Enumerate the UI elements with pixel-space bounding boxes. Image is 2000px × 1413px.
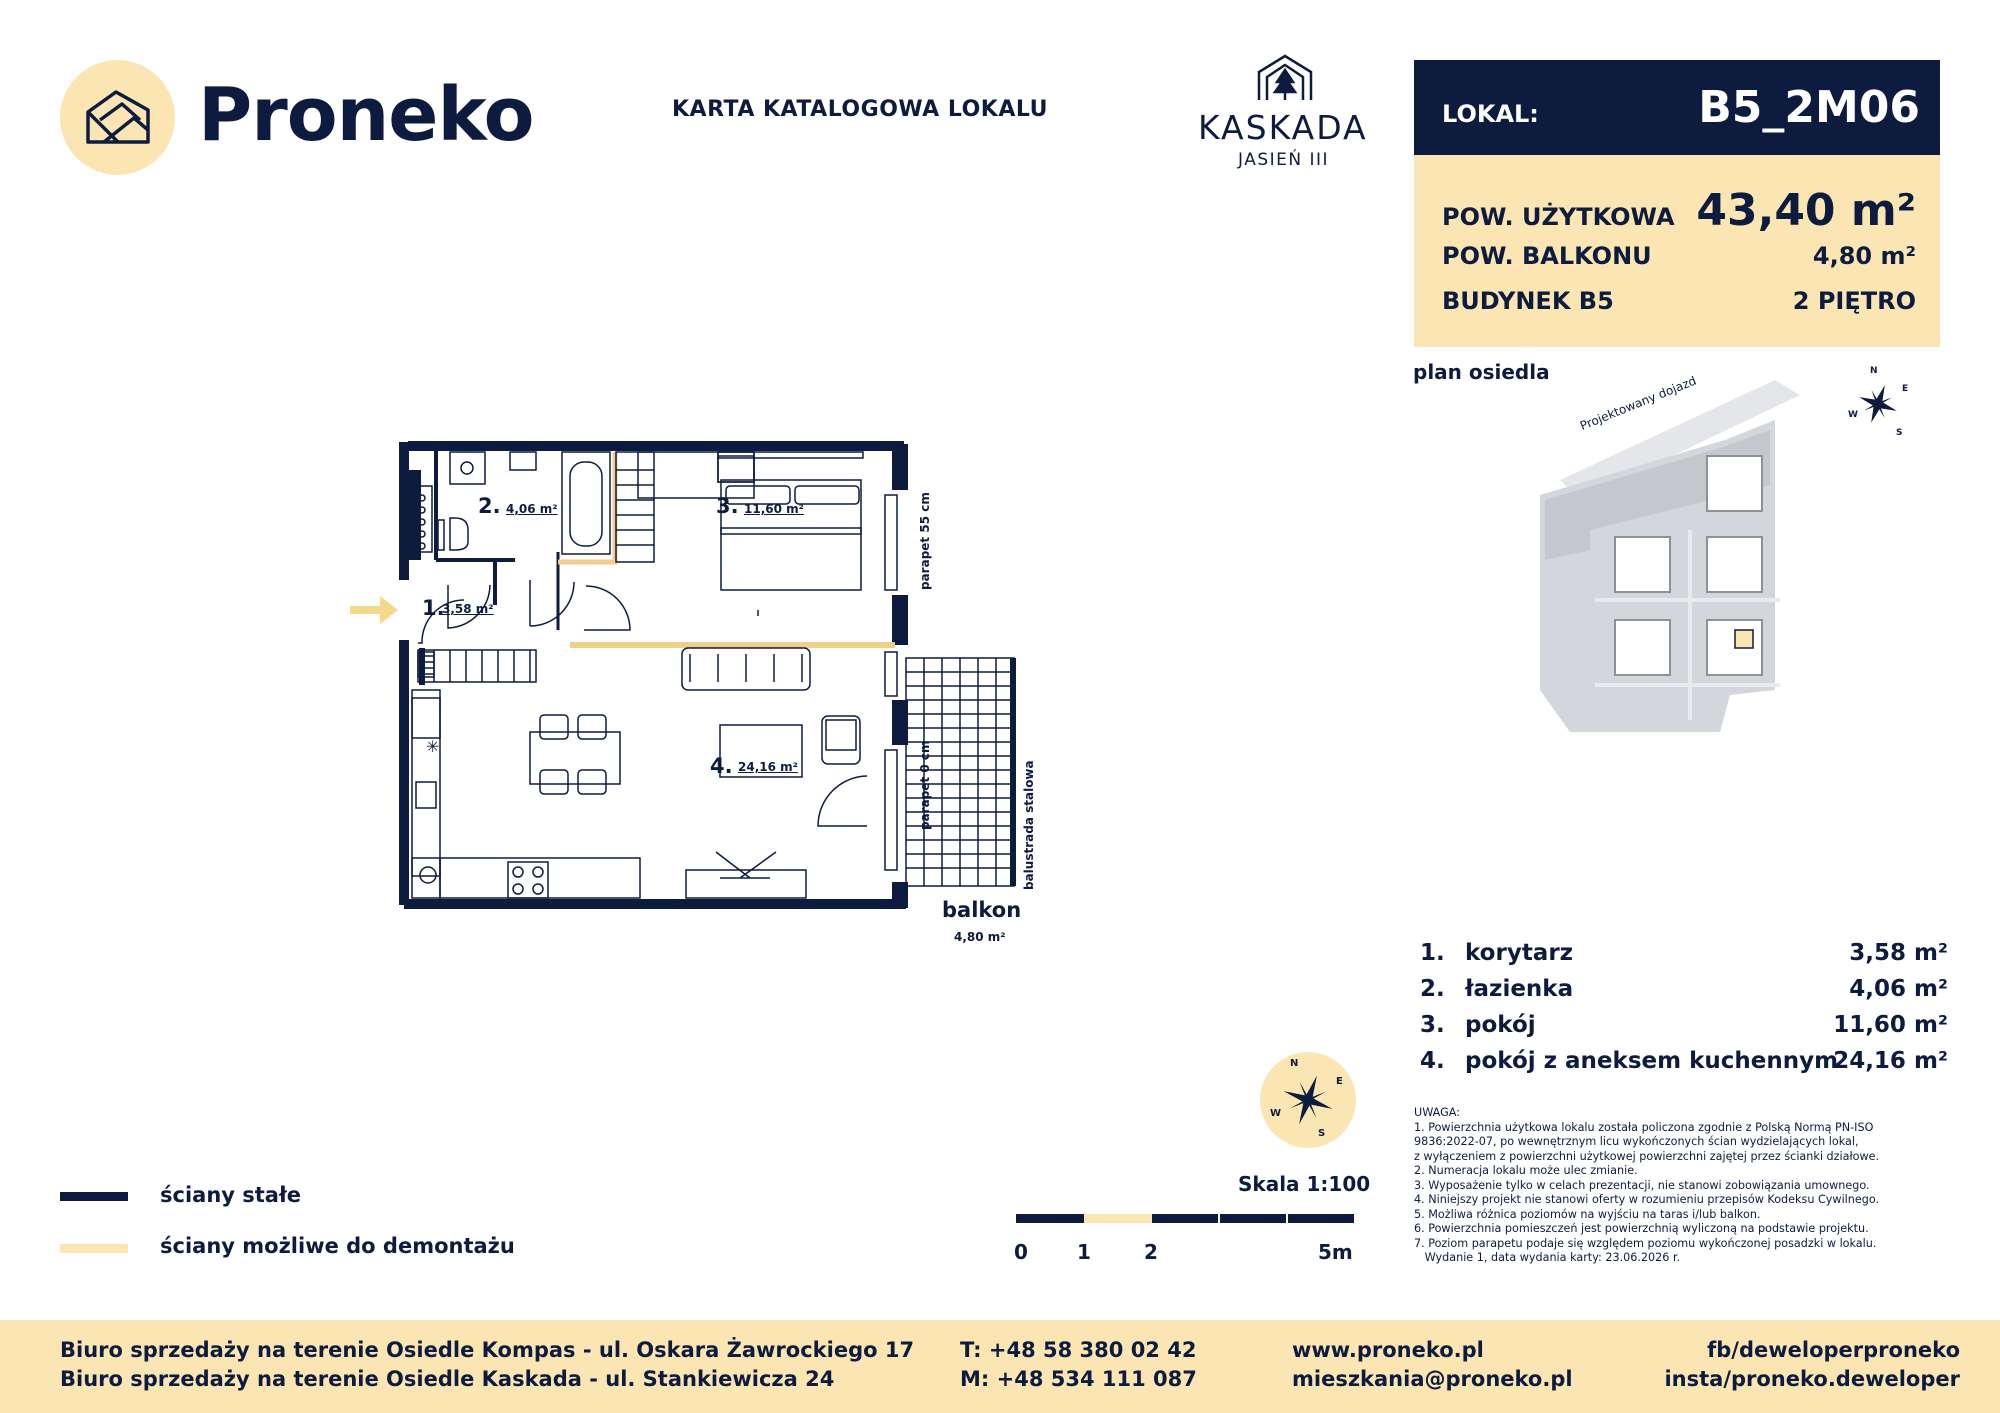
lokal-header bbox=[1414, 60, 1940, 155]
selected-unit-marker bbox=[1735, 630, 1753, 648]
note-line: 3. Wyposażenie tylko w celach prezentacji, nie stanowi zobowiązania umownego. bbox=[1414, 1178, 1870, 1192]
email-link[interactable]: mieszkania@proneko.pl bbox=[1292, 1367, 1573, 1391]
usable-area-value: 43,40 m² bbox=[1696, 185, 1916, 236]
mobile-link[interactable]: M: +48 534 111 087 bbox=[960, 1367, 1197, 1391]
parapet-55-label: parapet 55 cm bbox=[918, 492, 932, 590]
svg-text:✳: ✳ bbox=[426, 737, 440, 756]
facebook-link[interactable]: fb/deweloperproneko bbox=[1707, 1338, 1960, 1362]
office-address-2: Biuro sprzedaży na terenie Osiedle Kaskada - ul. Stankiewicza 24 bbox=[60, 1367, 835, 1391]
room-4-area: 24,16 m² bbox=[738, 760, 798, 774]
road-label: Projektowany dojazd bbox=[1578, 373, 1699, 433]
room-3-number: 3. bbox=[716, 494, 739, 518]
site-compass-icon: N E W S bbox=[1848, 366, 1909, 438]
building-label: BUDYNEK B5 bbox=[1442, 287, 1614, 315]
usable-area-label: POW. UŻYTKOWA bbox=[1442, 203, 1675, 231]
note-line: 2. Numeracja lokalu może ulec zmianie. bbox=[1414, 1164, 1638, 1177]
solid-wall-swatch bbox=[60, 1192, 128, 1201]
railing-label: balustrada stalowa bbox=[1022, 760, 1036, 890]
document-title: KARTA KATALOGOWA LOKALU bbox=[672, 97, 1048, 122]
note-line: 7. Poziom parapetu podaje się względem poziomu wykończonej posadzki w lokalu. bbox=[1414, 1236, 1877, 1250]
note-line: 9836:2022-07, po wewnętrznym licu wykończonych ścian wydzielających lokal, bbox=[1414, 1135, 1859, 1148]
footer bbox=[0, 1320, 2000, 1413]
room-list-item: 1. korytarz 3,58 m² bbox=[1420, 940, 1948, 966]
scale-tick-2: 2 bbox=[1144, 1240, 1158, 1264]
note-line: 6. Powierzchnia pomieszczeń jest powierzchnią wyliczoną na podstawie projektu. bbox=[1414, 1222, 1869, 1235]
note-line: 4. Niniejszy projekt nie stanowi oferty w rozumieniu przepisów Kodeksu Cywilnego. bbox=[1414, 1193, 1880, 1206]
room-2-area: 4,06 m² bbox=[506, 502, 558, 516]
parapet-0-label: parapet 0 cm bbox=[918, 740, 932, 830]
project-name: KASKADA bbox=[1198, 108, 1368, 147]
note-line: z wyłączeniem z powierzchni użytkowej powierzchni zajętej przez ścianki działowe. bbox=[1414, 1149, 1880, 1163]
removable-walls-label: ściany możliwe do demontażu bbox=[160, 1234, 515, 1258]
balcony-area-label: POW. BALKONU bbox=[1442, 242, 1652, 270]
brand-name: Proneko bbox=[198, 72, 534, 158]
note-line: 1. Powierzchnia użytkowa lokalu została policzona zgodnie z Polską Normą PN-ISO bbox=[1414, 1120, 1874, 1134]
lokal-details bbox=[1414, 155, 1940, 347]
solid-walls-label: ściany stałe bbox=[160, 1183, 302, 1207]
removable-wall-swatch bbox=[60, 1244, 128, 1253]
lokal-value: B5_2M06 bbox=[1698, 82, 1920, 133]
balcony-area: 4,80 m² bbox=[954, 930, 1006, 944]
notes-heading: UWAGA: bbox=[1414, 1106, 1460, 1119]
notes bbox=[1414, 1106, 1940, 1266]
room-3-area: 11,60 m² bbox=[744, 502, 804, 516]
balcony-area-row bbox=[1442, 240, 1916, 276]
room-list-item: 2. łazienka 4,06 m² bbox=[1420, 976, 1948, 1002]
scale-tick-0: 0 bbox=[1014, 1240, 1028, 1264]
entrance-arrow-icon bbox=[350, 596, 398, 624]
lokal-label: LOKAL: bbox=[1442, 100, 1539, 128]
instagram-link[interactable]: insta/proneko.deweloper bbox=[1664, 1367, 1960, 1391]
room-2-number: 2. bbox=[478, 494, 501, 518]
room-list-item: 4. pokój z aneksem kuchennym 24,16 m² bbox=[1420, 1048, 1948, 1074]
plan-compass-icon: N E W S bbox=[1260, 1052, 1356, 1148]
project-subtitle: JASIEŃ III bbox=[1238, 150, 1330, 170]
room-1-area: 3,58 m² bbox=[442, 602, 494, 616]
balcony-area-value: 4,80 m² bbox=[1812, 242, 1916, 270]
note-line: 5. Możliwa różnica poziomów na wyjściu na taras i/lub balkon. bbox=[1414, 1207, 1761, 1221]
room-4-number: 4. bbox=[710, 754, 733, 778]
house-logo-icon bbox=[60, 60, 175, 175]
scale-tick-1: 1 bbox=[1077, 1240, 1091, 1264]
building-row bbox=[1442, 285, 1916, 321]
room-1-number: 1. bbox=[422, 596, 445, 620]
scale-label: Skala 1:100 bbox=[1238, 1172, 1371, 1196]
floor-value: 2 PIĘTRO bbox=[1792, 287, 1916, 315]
floor-plan bbox=[340, 430, 1060, 970]
phone-link[interactable]: T: +48 58 380 02 42 bbox=[960, 1338, 1197, 1362]
scale-bar bbox=[1016, 1214, 1354, 1223]
website-link[interactable]: www.proneko.pl bbox=[1292, 1338, 1484, 1362]
scale-tick-5m: 5m bbox=[1318, 1240, 1353, 1264]
office-address-1: Biuro sprzedaży na terenie Osiedle Kompas - ul. Oskara Żawrockiego 17 bbox=[60, 1338, 915, 1362]
usable-area-row bbox=[1442, 185, 1916, 239]
kaskada-logo-icon bbox=[1255, 52, 1315, 108]
brand-logo bbox=[60, 60, 175, 175]
balcony-label: balkon bbox=[942, 898, 1022, 922]
note-line: Wydanie 1, data wydania karty: 23.06.2026 r. bbox=[1414, 1251, 1681, 1264]
room-list-item: 3. pokój 11,60 m² bbox=[1420, 1012, 1948, 1038]
site-plan-label: plan osiedla bbox=[1413, 360, 1550, 384]
